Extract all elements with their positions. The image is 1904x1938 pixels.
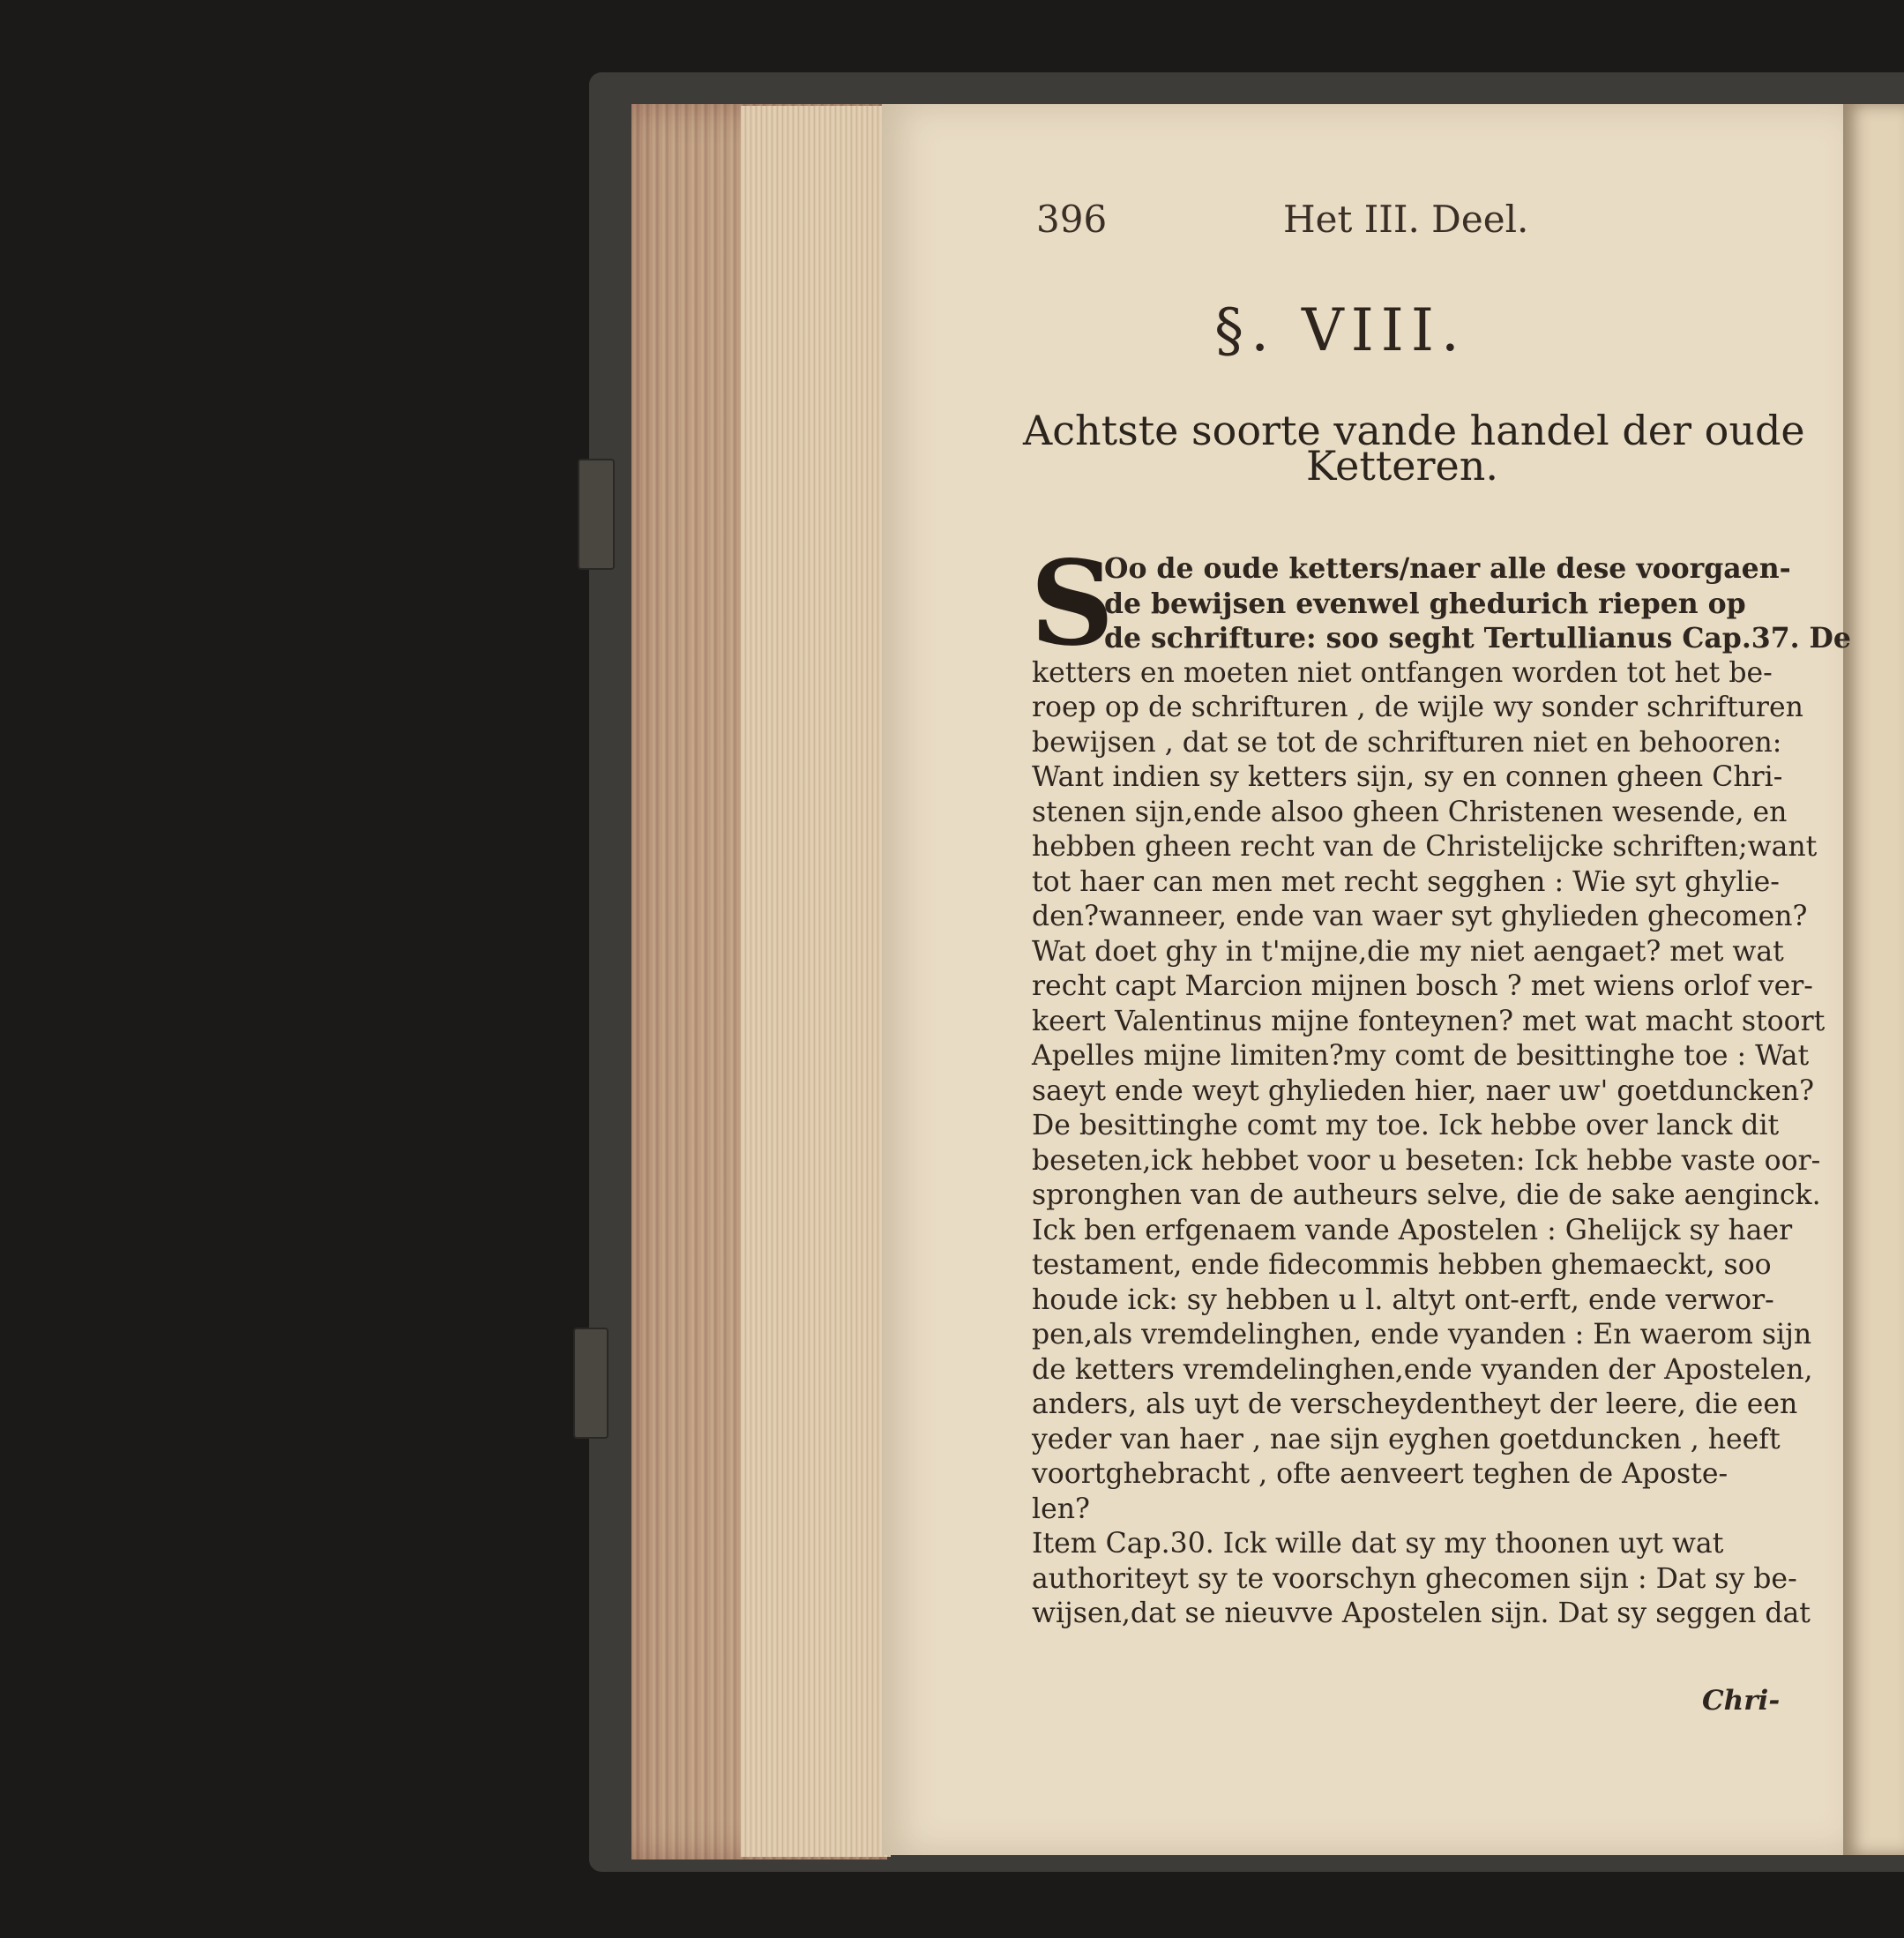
text-line: stenen sijn,ende alsoo gheen Christenen wesende, en: [1032, 796, 1788, 828]
text-line: spronghen van de autheurs selve, die de sake aenginck.: [1032, 1179, 1821, 1211]
text-line: wijsen,dat se nieuvve Apostelen sijn. Dat sy seggen dat: [1032, 1598, 1811, 1629]
catchword: Chri-: [1702, 1685, 1781, 1717]
text-line: beseten,ick hebbet voor u beseten: Ick hebbe vaste oor-: [1032, 1144, 1821, 1177]
text-line: De besittinghe comt my toe. Ick hebbe over lanck dit: [1032, 1110, 1780, 1141]
chapter-title-line: Achtste soorte vande handel der oude: [1023, 407, 1805, 454]
clasp-bottom: [573, 1328, 609, 1439]
text-line: authoriteyt sy te voorschyn ghecomen sijn : Dat sy be-: [1032, 1562, 1797, 1595]
text-line: voortghebracht , ofte aenveert teghen de Aposte-: [1032, 1458, 1729, 1490]
text-line: houde ick: sy hebben u l. altyt ont-erft, ende verwor-: [1032, 1283, 1774, 1316]
text-line: Oo de oude ketters/naer alle dese voorgaen-: [1104, 552, 1791, 585]
running-head: [1036, 198, 1530, 247]
text-line: bewijsen , dat se tot de schrifturen niet en behooren:: [1032, 726, 1782, 759]
text-line: Wat doet ghy in t'mijne,die my niet aengaet? met wat: [1032, 935, 1784, 968]
running-head-title: Het III. Deel.: [1283, 198, 1529, 241]
text-line: Want indien sy ketters sijn, sy en connen gheen Chri-: [1032, 761, 1783, 793]
text-line: roep op de schrifturen , de wijle wy sonder schrifturen: [1032, 692, 1803, 723]
text-line: tot haer can men met recht segghen : Wie syt ghylie-: [1032, 865, 1780, 898]
text-line: de bewijsen evenwel ghedurich riepen op: [1104, 587, 1746, 620]
chapter-title: [1023, 404, 1805, 490]
text-line: keert Valentinus mijne fonteynen? met wat macht stoort: [1032, 1005, 1826, 1037]
text-line: Ick ben erfgenaem vande Apostelen : Ghelijck sy haer: [1032, 1214, 1793, 1246]
page-edges-inner: [741, 106, 891, 1857]
text-line: hebben gheen recht van de Christelijcke schriften;want: [1032, 831, 1818, 863]
text-line: de schrifture: soo seght Tertullianus Cap.37. De: [1104, 622, 1851, 655]
text-line: den?wanneer, ende van waer syt ghylieden ghecomen?: [1032, 901, 1808, 932]
chapter-title-line: Ketteren.: [1305, 441, 1498, 490]
text-line: Apelles mijne limiten?my comt de besittinghe toe : Wat: [1032, 1040, 1810, 1072]
text-line: saeyt ende weyt ghylieden hier, naer uw' goetduncken?: [1032, 1074, 1815, 1107]
text-line: anders, als uyt de verscheydentheyt der leere, die een: [1032, 1388, 1798, 1420]
section-mark: §. VIII.: [1214, 296, 1467, 364]
next-page-edge: [1843, 104, 1904, 1855]
text-line: len?: [1032, 1493, 1090, 1525]
text-line: ketters en moeten niet ontfangen worden tot het be-: [1032, 656, 1773, 689]
text-line: pen,als vremdelinghen, ende vyanden : En waerom sijn: [1032, 1319, 1812, 1351]
drop-cap: S: [1030, 535, 1115, 672]
text-line: Item Cap.30. Ick wille dat sy my thoonen uyt wat: [1032, 1528, 1724, 1560]
clasp-top: [578, 459, 615, 570]
page-number: 396: [1036, 198, 1108, 241]
text-line: recht capt Marcion mijnen bosch ? met wiens orlof ver-: [1032, 970, 1813, 1002]
text-line: testament, ende fidecommis hebben ghemaeckt, soo: [1032, 1249, 1772, 1281]
text-line: yeder van haer , nae sijn eyghen goetduncken , heeft: [1032, 1423, 1781, 1455]
body-text: [1030, 535, 1851, 1632]
text-line: de ketters vremdelinghen,ende vyanden der Apostelen,: [1032, 1353, 1813, 1386]
